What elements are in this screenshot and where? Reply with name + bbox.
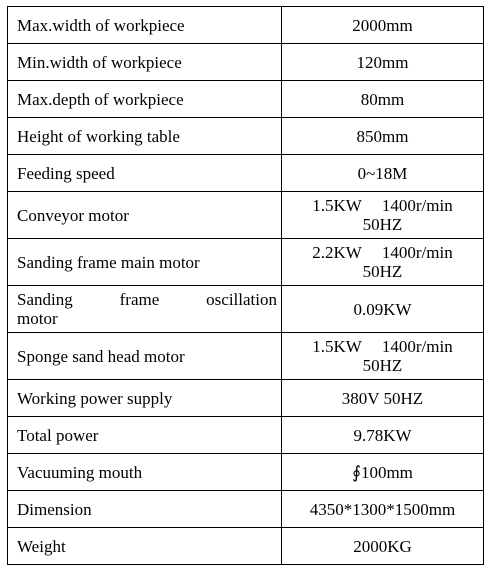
spec-label: [8, 286, 282, 333]
spec-value: 380V 50HZ: [282, 380, 484, 417]
spec-label: Conveyor motor: [8, 192, 282, 239]
table-row: [8, 81, 484, 118]
spec-value: [282, 333, 484, 380]
table-row: [8, 239, 484, 286]
motor-speed: 1400r/min: [381, 196, 453, 215]
spec-value: 0~18M: [282, 155, 484, 192]
spec-label-line-2: motor: [17, 309, 58, 328]
motor-power: 2.2KW: [312, 243, 362, 262]
motor-speed: 1400r/min: [381, 243, 453, 262]
spec-label: Sponge sand head motor: [8, 333, 282, 380]
spec-value: 850mm: [282, 118, 484, 155]
table-row: [8, 286, 484, 333]
spec-label: Working power supply: [8, 380, 282, 417]
spec-value: 9.78KW: [282, 417, 484, 454]
table-row: [8, 155, 484, 192]
table-row: [8, 380, 484, 417]
spec-label: Sanding frame main motor: [8, 239, 282, 286]
motor-frequency: 50HZ: [362, 262, 403, 281]
spec-value: 2000KG: [282, 528, 484, 565]
table-row: [8, 333, 484, 380]
specification-table: [7, 6, 484, 565]
spec-value: ∮100mm: [282, 454, 484, 491]
table-row: [8, 118, 484, 155]
motor-spec-line: [288, 337, 477, 356]
table-row: [8, 44, 484, 81]
spec-value: 80mm: [282, 81, 484, 118]
table-row: [8, 491, 484, 528]
spec-label: Weight: [8, 528, 282, 565]
spec-value: 2000mm: [282, 7, 484, 44]
table-row: [8, 454, 484, 491]
spec-label: Feeding speed: [8, 155, 282, 192]
table-row: [8, 192, 484, 239]
spec-label: Max.width of workpiece: [8, 7, 282, 44]
motor-spec-line: [288, 196, 477, 215]
motor-speed: 1400r/min: [381, 337, 453, 356]
table-row: [8, 7, 484, 44]
motor-frequency: 50HZ: [362, 215, 403, 234]
spec-label-line-1: Sanding frame oscillation: [17, 290, 277, 309]
spec-label: Max.depth of workpiece: [8, 81, 282, 118]
spec-value: [282, 239, 484, 286]
spec-label: Dimension: [8, 491, 282, 528]
motor-power: 1.5KW: [312, 337, 362, 356]
spec-value: 120mm: [282, 44, 484, 81]
motor-power: 1.5KW: [312, 196, 362, 215]
spec-value: 0.09KW: [282, 286, 484, 333]
table-row: [8, 417, 484, 454]
spec-label: Total power: [8, 417, 282, 454]
spec-value: [282, 192, 484, 239]
spec-value: 4350*1300*1500mm: [282, 491, 484, 528]
spec-label: Vacuuming mouth: [8, 454, 282, 491]
spec-label: Height of working table: [8, 118, 282, 155]
spec-label: Min.width of workpiece: [8, 44, 282, 81]
motor-spec-line: [288, 243, 477, 262]
table-row: [8, 528, 484, 565]
motor-frequency: 50HZ: [362, 356, 403, 375]
